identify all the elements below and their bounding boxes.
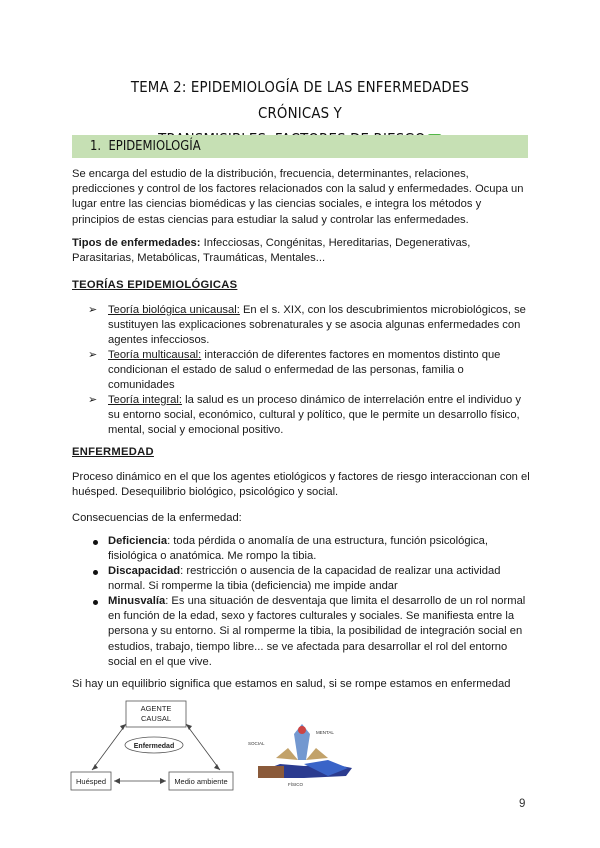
arrow-head-icon (114, 778, 120, 784)
arrow-bullet-icon: ➢ (88, 349, 98, 361)
arrow-bullet-icon: ➢ (88, 304, 98, 316)
section-heading-text (90, 138, 201, 154)
consecuencia-line: social en el que vive. (108, 655, 212, 668)
medio-label: Medio ambiente (174, 777, 228, 786)
consecuencia-line (108, 534, 528, 549)
consecuencia-item (108, 564, 528, 594)
teoria-item (108, 348, 528, 394)
huesped-label: Huésped (75, 777, 107, 786)
arrow-head-icon (214, 764, 220, 770)
bullet-dot-icon (93, 600, 98, 605)
section-heading (72, 135, 528, 158)
photo-label-enfermedad: ENFERMEDAD (336, 758, 364, 763)
teoria-line (108, 348, 528, 363)
intro-paragraph (72, 167, 532, 228)
base-block (258, 766, 284, 778)
arrow-bullet-icon: ➢ (88, 394, 98, 406)
consecuencia-text: : Es una situación de desventaja que limita el desarrollo de un rol normal (165, 595, 526, 607)
teoria-line: comunidades (108, 379, 175, 392)
teorias-heading: TEORÍAS EPIDEMIOLÓGICAS (72, 279, 238, 291)
teoria-line: sustituyen las explicaciones sobrenaturales y se asocia algunas enfermedades con (108, 319, 521, 332)
photo-label-social: SOCIAL (248, 741, 265, 746)
teoria-item (108, 303, 528, 349)
teoria-line (108, 393, 528, 408)
consecuencia-line: normal. Si romperme la tibia (deficiencia) me impide andar (108, 580, 398, 593)
enfermedad-paragraph (72, 470, 532, 500)
teoria-text: En el s. XIX, con los descubrimientos microbiológicos, se (239, 304, 526, 316)
photo-label-mental: MENTAL (316, 730, 334, 735)
enfermedad-label: Enfermedad (133, 743, 175, 750)
arrow-head-icon (120, 724, 126, 730)
triad-arrow (92, 724, 126, 770)
teoria-item (108, 393, 528, 439)
teoria-line (108, 303, 528, 318)
teoria-line: mental, social y emocional positivo. (108, 424, 284, 437)
consecuencia-item (108, 594, 528, 670)
intro-line: lugar entre las ciencias biomédicas y las ciencias sociales, e integra los métodos y (72, 198, 482, 211)
intro-line: Se encarga del estudio de la distribución, frecuencia, determinantes, relaciones, (72, 168, 469, 180)
consecuencia-line (108, 594, 528, 609)
figure-head (298, 726, 306, 734)
consecuencia-line: en función de la edad, sexo y factores culturales y sociales. Se manifiesta entre la (108, 610, 515, 623)
consecuencia-term: Discapacidad (108, 565, 181, 577)
enfermedad-line: huésped. Desequilibrio biológico, psicológico y social. (72, 486, 339, 499)
intro-line: predicciones y control de los factores relacionados con la salud y enfermedades. Ocupa un (72, 183, 524, 196)
arrow-head-icon (186, 724, 192, 730)
consecuencia-term: Minusvalía (108, 595, 166, 607)
photo-label-fisico: FÍSICO (288, 782, 304, 787)
consecuencia-term: Deficiencia (108, 535, 168, 547)
teoria-term: Teoría multicausal: (108, 349, 202, 361)
consecuencias-label: Consecuencias de la enfermedad: (72, 512, 242, 524)
section-title: EPIDEMIOLOGÍA (108, 138, 201, 154)
teoria-term: Teoría integral: (108, 394, 183, 406)
teoria-text: interacción de diferentes factores en momentos distinto que (201, 349, 501, 361)
tipos-paragraph (72, 236, 532, 266)
consecuencia-text: : restricción o ausencia de la capacidad de realizar una actividad (180, 565, 501, 577)
title-line-1: TEMA 2: EPIDEMIOLOGÍA DE LAS ENFERMEDADES CRÓNICAS Y (130, 78, 470, 122)
consecuencia-line: persona y su entorno. Si al romperme la tibia, la posibilidad de integración social en (108, 625, 523, 638)
equilibrio-paragraph: Si hay un equilibrio significa que estamos en salud, si se rompe estamos en enfermedad (72, 678, 511, 690)
consecuencia-text: : toda pérdida o anomalía de una estructura, función psicológica, (167, 535, 488, 547)
tipos-line-1 (72, 236, 532, 251)
consecuencia-line: fisiológica o anatómica. Me rompo la tibia. (108, 550, 317, 563)
bullet-dot-icon (93, 540, 98, 545)
section-number: 1. (90, 138, 102, 154)
triad-arrow (186, 724, 220, 770)
tipos-line-2: Parasitarias, Metabólicas, Traumáticas, Mentales... (72, 252, 326, 265)
tipos-text: Infecciosas, Congénitas, Hereditarias, Degenerativas, (200, 237, 471, 249)
bullet-dot-icon (93, 570, 98, 575)
page-number: 9 (519, 798, 526, 810)
enfermedad-line: Proceso dinámico en el que los agentes etiológicos y factores de riesgo interaccionan con el (72, 471, 530, 483)
agente-label-2: CAUSAL (140, 714, 172, 723)
tipos-label: Tipos de enfermedades: (72, 237, 201, 249)
consecuencia-line (108, 564, 528, 579)
teoria-line: condicionan el estado de salud o enfermedad de las personas, familia o (108, 364, 464, 377)
teoria-line: su entorno social, económico, cultural y político, que le permite un desarrollo físico, (108, 409, 520, 422)
balance-illustration (244, 720, 364, 792)
enfermedad-heading: ENFERMEDAD (72, 446, 154, 458)
agente-label-1: AGENTE (140, 704, 172, 713)
teoria-text: la salud es un proceso dinámico de interrelación entre el individuo y (182, 394, 521, 406)
teoria-line: agentes infecciosos. (108, 334, 210, 347)
consecuencia-line: estudios, trabajo, tiempo libre... se ve afectada para desarrollar el rol del entorno (108, 640, 508, 653)
teoria-term: Teoría biológica unicausal: (108, 304, 240, 316)
arrow-head-icon (160, 778, 166, 784)
triad-diagram (70, 700, 240, 800)
arrow-head-icon (92, 764, 98, 770)
consecuencia-item (108, 534, 528, 564)
intro-line: principios de estas ciencias para estudiar la salud y controlar las enfermedades. (72, 213, 469, 226)
